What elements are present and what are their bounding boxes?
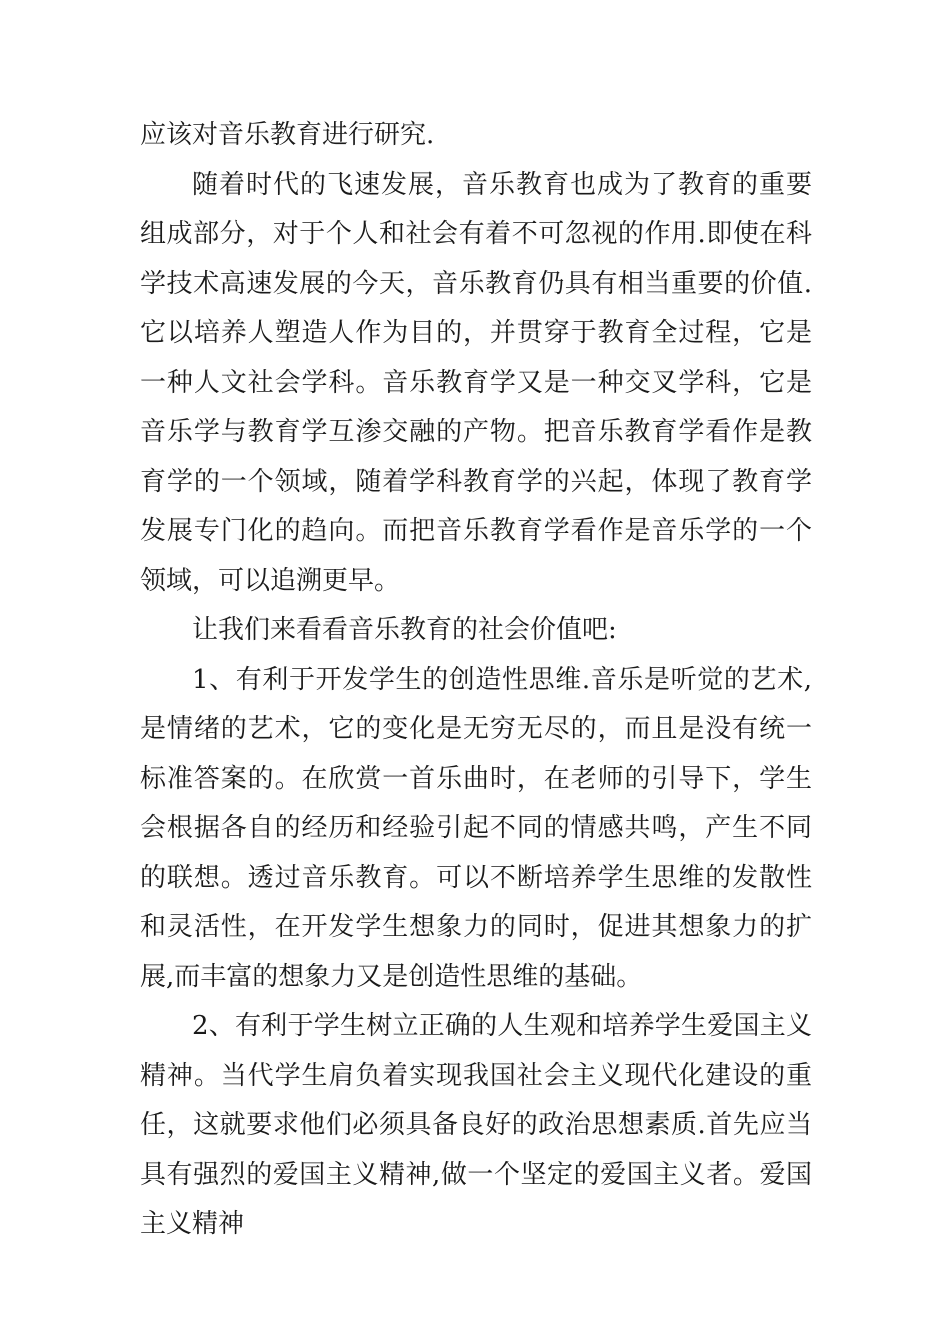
paragraph-music-education-importance: 随着时代的飞速发展，音乐教育也成为了教育的重要组成部分，对于个人和社会有着不可忽视的作用.即使在科学技术高速发展的今天，音乐教育仍具有相当重要的价值.它以培养人塑造人作为目的，并贯穿于教育全过程，它是一种人文社会学科。音乐教育学又是一种交叉学科，它是音乐学与教育学互渗交融的产物。把音乐教育学看作是教育学的一个领域，随着学科教育学的兴起，体现了教育学发展专门化的趋向。而把音乐教育学看作是音乐学的一个领域，可以追溯更早。	[140, 169, 812, 596]
paragraph-point-1-creative-thinking: 1、有利于开发学生的创造性思维.音乐是听觉的艺术,是情绪的艺术，它的变化是无穷无尽的，而且是没有统一标准答案的。在欣赏一首乐曲时，在老师的引导下，学生会根据各自的经历和经验引起不同的情感共鸣，产生不同的联想。透过音乐教育。可以不断培养学生思维的发散性和灵活性，在开发学生想象力的同时，促进其想象力的扩展,而丰富的想象力又是创造性思维的基础。	[140, 664, 812, 992]
paragraph-continuation: 应该对音乐教育进行研究.	[140, 120, 435, 150]
paragraph-social-value-intro: 让我们来看看音乐教育的社会价值吧:	[192, 615, 617, 645]
paragraph-point-2-patriotism: 2、有利于学生树立正确的人生观和培养学生爱国主义精神。当代学生肩负着实现我国社会主义现代化建设的重任，这就要求他们必须具备良好的政治思想素质.首先应当具有强烈的爱国主义精神,做一个坚定的爱国主义者。爱国主义精神	[140, 1011, 812, 1239]
document-body	[140, 111, 812, 1250]
